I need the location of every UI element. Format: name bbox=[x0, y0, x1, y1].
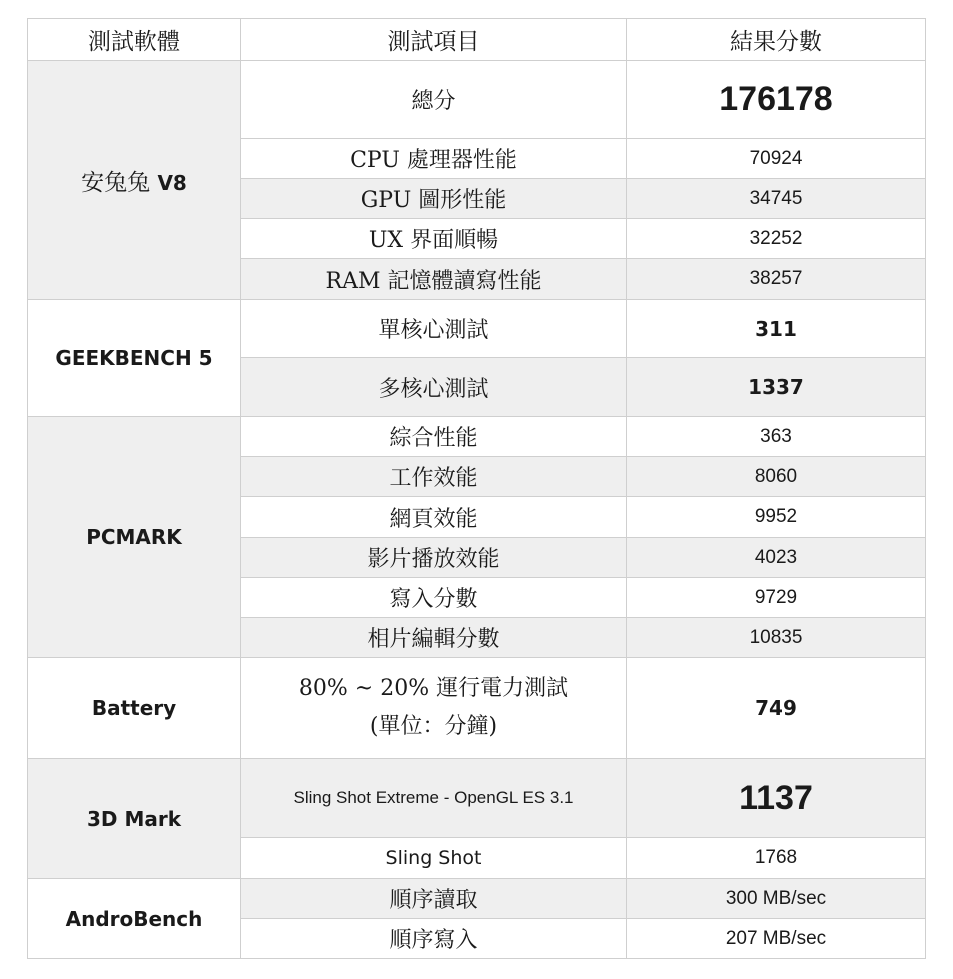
pcmark-software-cell: PCMARK bbox=[28, 417, 241, 658]
geekbench-single-value: 311 bbox=[627, 300, 926, 358]
pcmark-value: 4023 bbox=[627, 538, 926, 578]
geekbench-software-cell: GEEKBENCH 5 bbox=[28, 300, 241, 417]
table-row bbox=[28, 417, 926, 457]
androbench-software-cell: AndroBench bbox=[28, 879, 241, 959]
pcmark-label: 綜合性能 bbox=[241, 417, 627, 457]
battery-value: 749 bbox=[627, 658, 926, 759]
pcmark-label: 網頁效能 bbox=[241, 497, 627, 538]
header-row bbox=[28, 19, 926, 61]
geekbench-single-label: 單核心測試 bbox=[241, 300, 627, 358]
antutu-total-value: 176178 bbox=[627, 61, 926, 139]
table-row bbox=[28, 759, 926, 838]
table-row bbox=[28, 658, 926, 759]
battery-label bbox=[241, 658, 627, 759]
androbench-write-label: 順序寫入 bbox=[241, 919, 627, 959]
pcmark-value: 9952 bbox=[627, 497, 926, 538]
androbench-write-value: 207 MB/sec bbox=[627, 919, 926, 959]
header-item: 測試項目 bbox=[241, 19, 627, 61]
antutu-version: V8 bbox=[157, 170, 187, 195]
pcmark-value: 9729 bbox=[627, 578, 926, 618]
androbench-read-label: 順序讀取 bbox=[241, 879, 627, 919]
antutu-cpu-label: CPU 處理器性能 bbox=[241, 139, 627, 179]
antutu-ux-value: 32252 bbox=[627, 219, 926, 259]
antutu-software-cell bbox=[28, 61, 241, 300]
table-row bbox=[28, 300, 926, 358]
threedmark-sling-value: 1768 bbox=[627, 838, 926, 879]
pcmark-label: 寫入分數 bbox=[241, 578, 627, 618]
geekbench-multi-value: 1337 bbox=[627, 358, 926, 417]
antutu-name: 安兔兔 bbox=[81, 169, 151, 196]
pcmark-label: 工作效能 bbox=[241, 457, 627, 497]
antutu-ram-label: RAM 記憶體讀寫性能 bbox=[241, 259, 627, 300]
antutu-gpu-value: 34745 bbox=[627, 179, 926, 219]
pcmark-value: 363 bbox=[627, 417, 926, 457]
table-row bbox=[28, 61, 926, 139]
antutu-ram-value: 38257 bbox=[627, 259, 926, 300]
threedmark-software-cell: 3D Mark bbox=[28, 759, 241, 879]
pcmark-value: 10835 bbox=[627, 618, 926, 658]
header-result: 結果分數 bbox=[627, 19, 926, 61]
antutu-cpu-value: 70924 bbox=[627, 139, 926, 179]
battery-software-cell: Battery bbox=[28, 658, 241, 759]
table-row bbox=[28, 879, 926, 919]
pcmark-label: 相片編輯分數 bbox=[241, 618, 627, 658]
geekbench-multi-label: 多核心測試 bbox=[241, 358, 627, 417]
threedmark-extreme-label: Sling Shot Extreme - OpenGL ES 3.1 bbox=[241, 759, 627, 838]
pcmark-value: 8060 bbox=[627, 457, 926, 497]
antutu-gpu-label: GPU 圖形性能 bbox=[241, 179, 627, 219]
header-software: 測試軟體 bbox=[28, 19, 241, 61]
battery-label-line1: 80% ~ 20% 運行電力測試 bbox=[298, 676, 569, 701]
threedmark-sling-label: Sling Shot bbox=[241, 838, 627, 879]
threedmark-extreme-value: 1137 bbox=[627, 759, 926, 838]
antutu-total-label: 總分 bbox=[241, 61, 627, 139]
benchmark-table bbox=[27, 18, 926, 959]
battery-label-line2: (單位：分鐘) bbox=[369, 714, 498, 739]
pcmark-label: 影片播放效能 bbox=[241, 538, 627, 578]
androbench-read-value: 300 MB/sec bbox=[627, 879, 926, 919]
antutu-ux-label: UX 界面順暢 bbox=[241, 219, 627, 259]
